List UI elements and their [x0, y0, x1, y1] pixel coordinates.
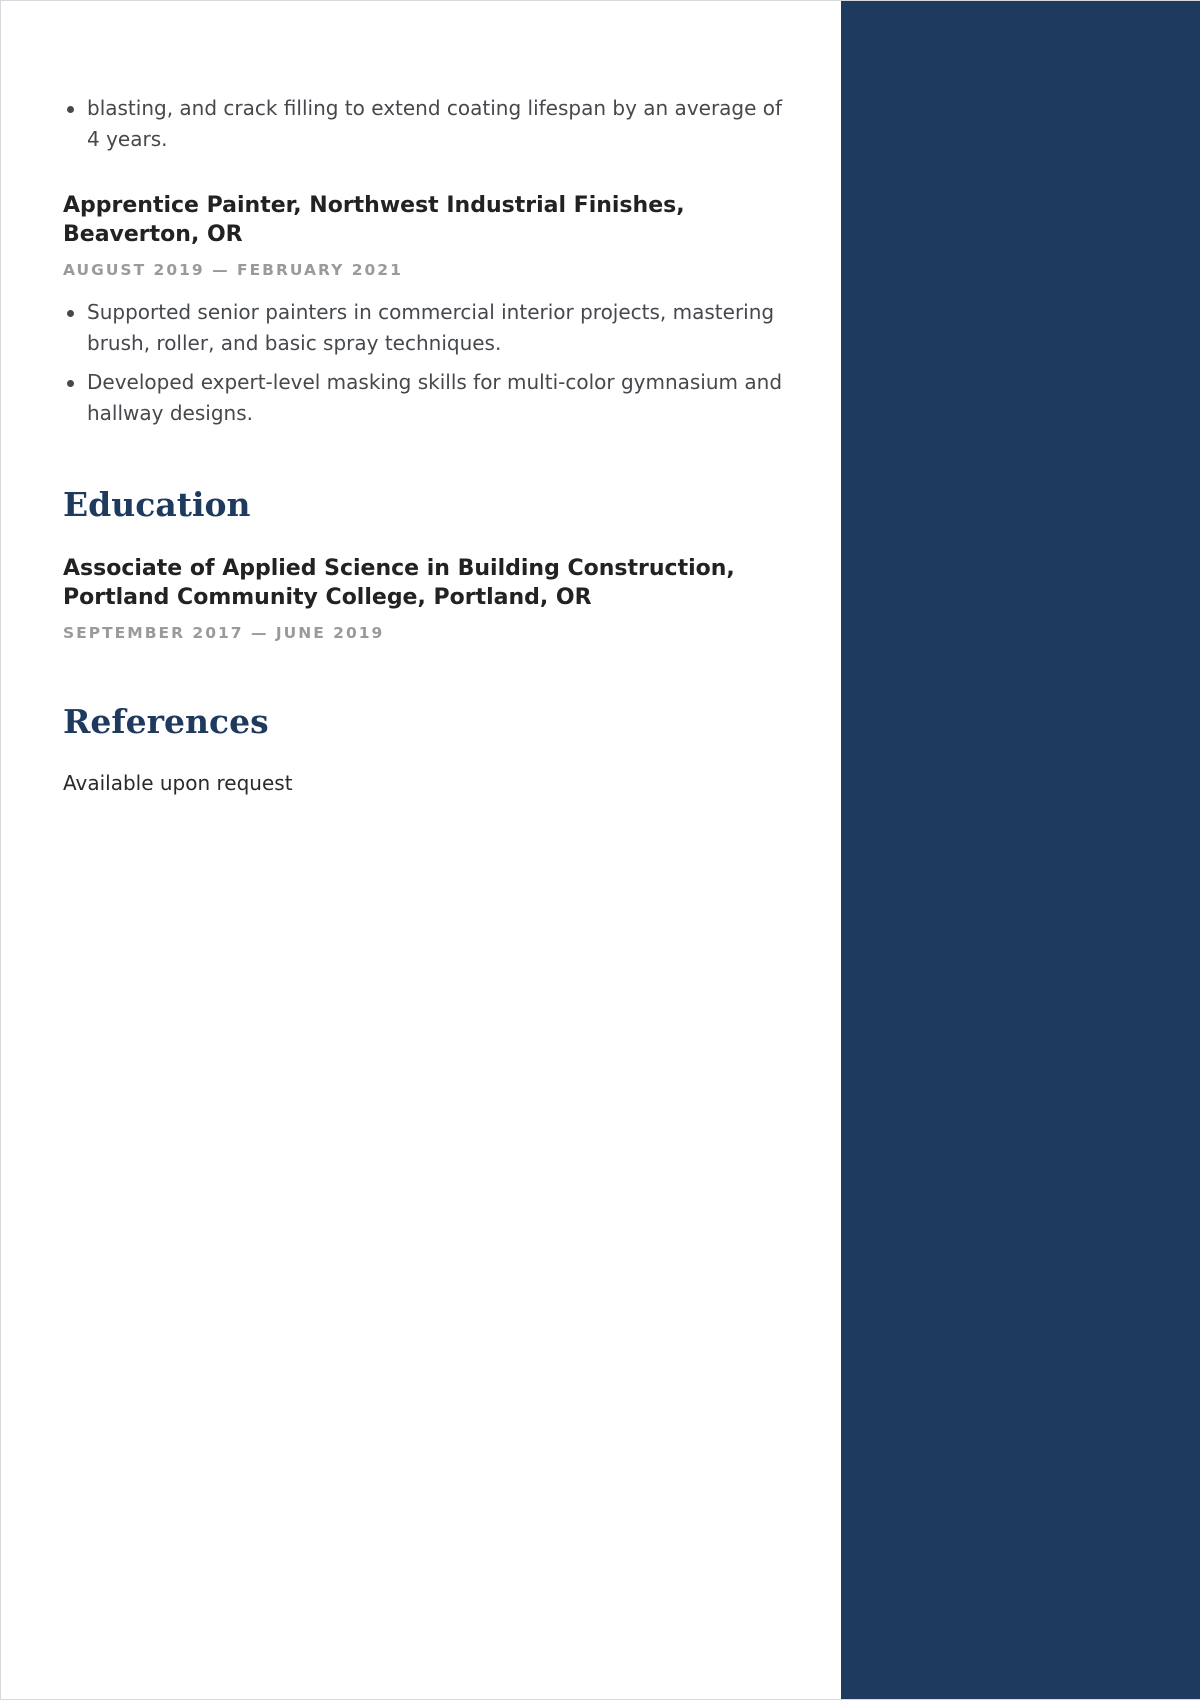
- section-title-education: Education: [63, 485, 251, 524]
- main-column: [1, 1, 841, 1699]
- list-item: Supported senior painters in commercial interior projects, mastering brush, roller, and basic spray techniques.: [87, 297, 785, 359]
- list-item: Developed expert-level masking skills for multi-color gymnasium and hallway designs.: [87, 367, 785, 429]
- job-dates: AUGUST 2019 — FEBRUARY 2021: [63, 261, 403, 279]
- section-title-references: References: [63, 702, 269, 741]
- education-title: Associate of Applied Science in Building Construction, Portland Community College, Portland, OR: [63, 556, 735, 610]
- job-bullet-list: [63, 297, 785, 429]
- list-item: blasting, and crack filling to extend coating lifespan by an average of 4 years.: [87, 93, 785, 155]
- continued-bullet-list: [63, 93, 785, 155]
- sidebar-panel: [841, 1, 1200, 1699]
- references-text: Available upon request: [63, 771, 293, 795]
- education-dates: SEPTEMBER 2017 — JUNE 2019: [63, 624, 385, 642]
- education-entry: [63, 554, 785, 642]
- job-title: Apprentice Painter, Northwest Industrial Finishes, Beaverton, OR: [63, 193, 685, 247]
- job-entry: [63, 191, 785, 429]
- references-section: [63, 702, 785, 795]
- education-section: [63, 485, 785, 642]
